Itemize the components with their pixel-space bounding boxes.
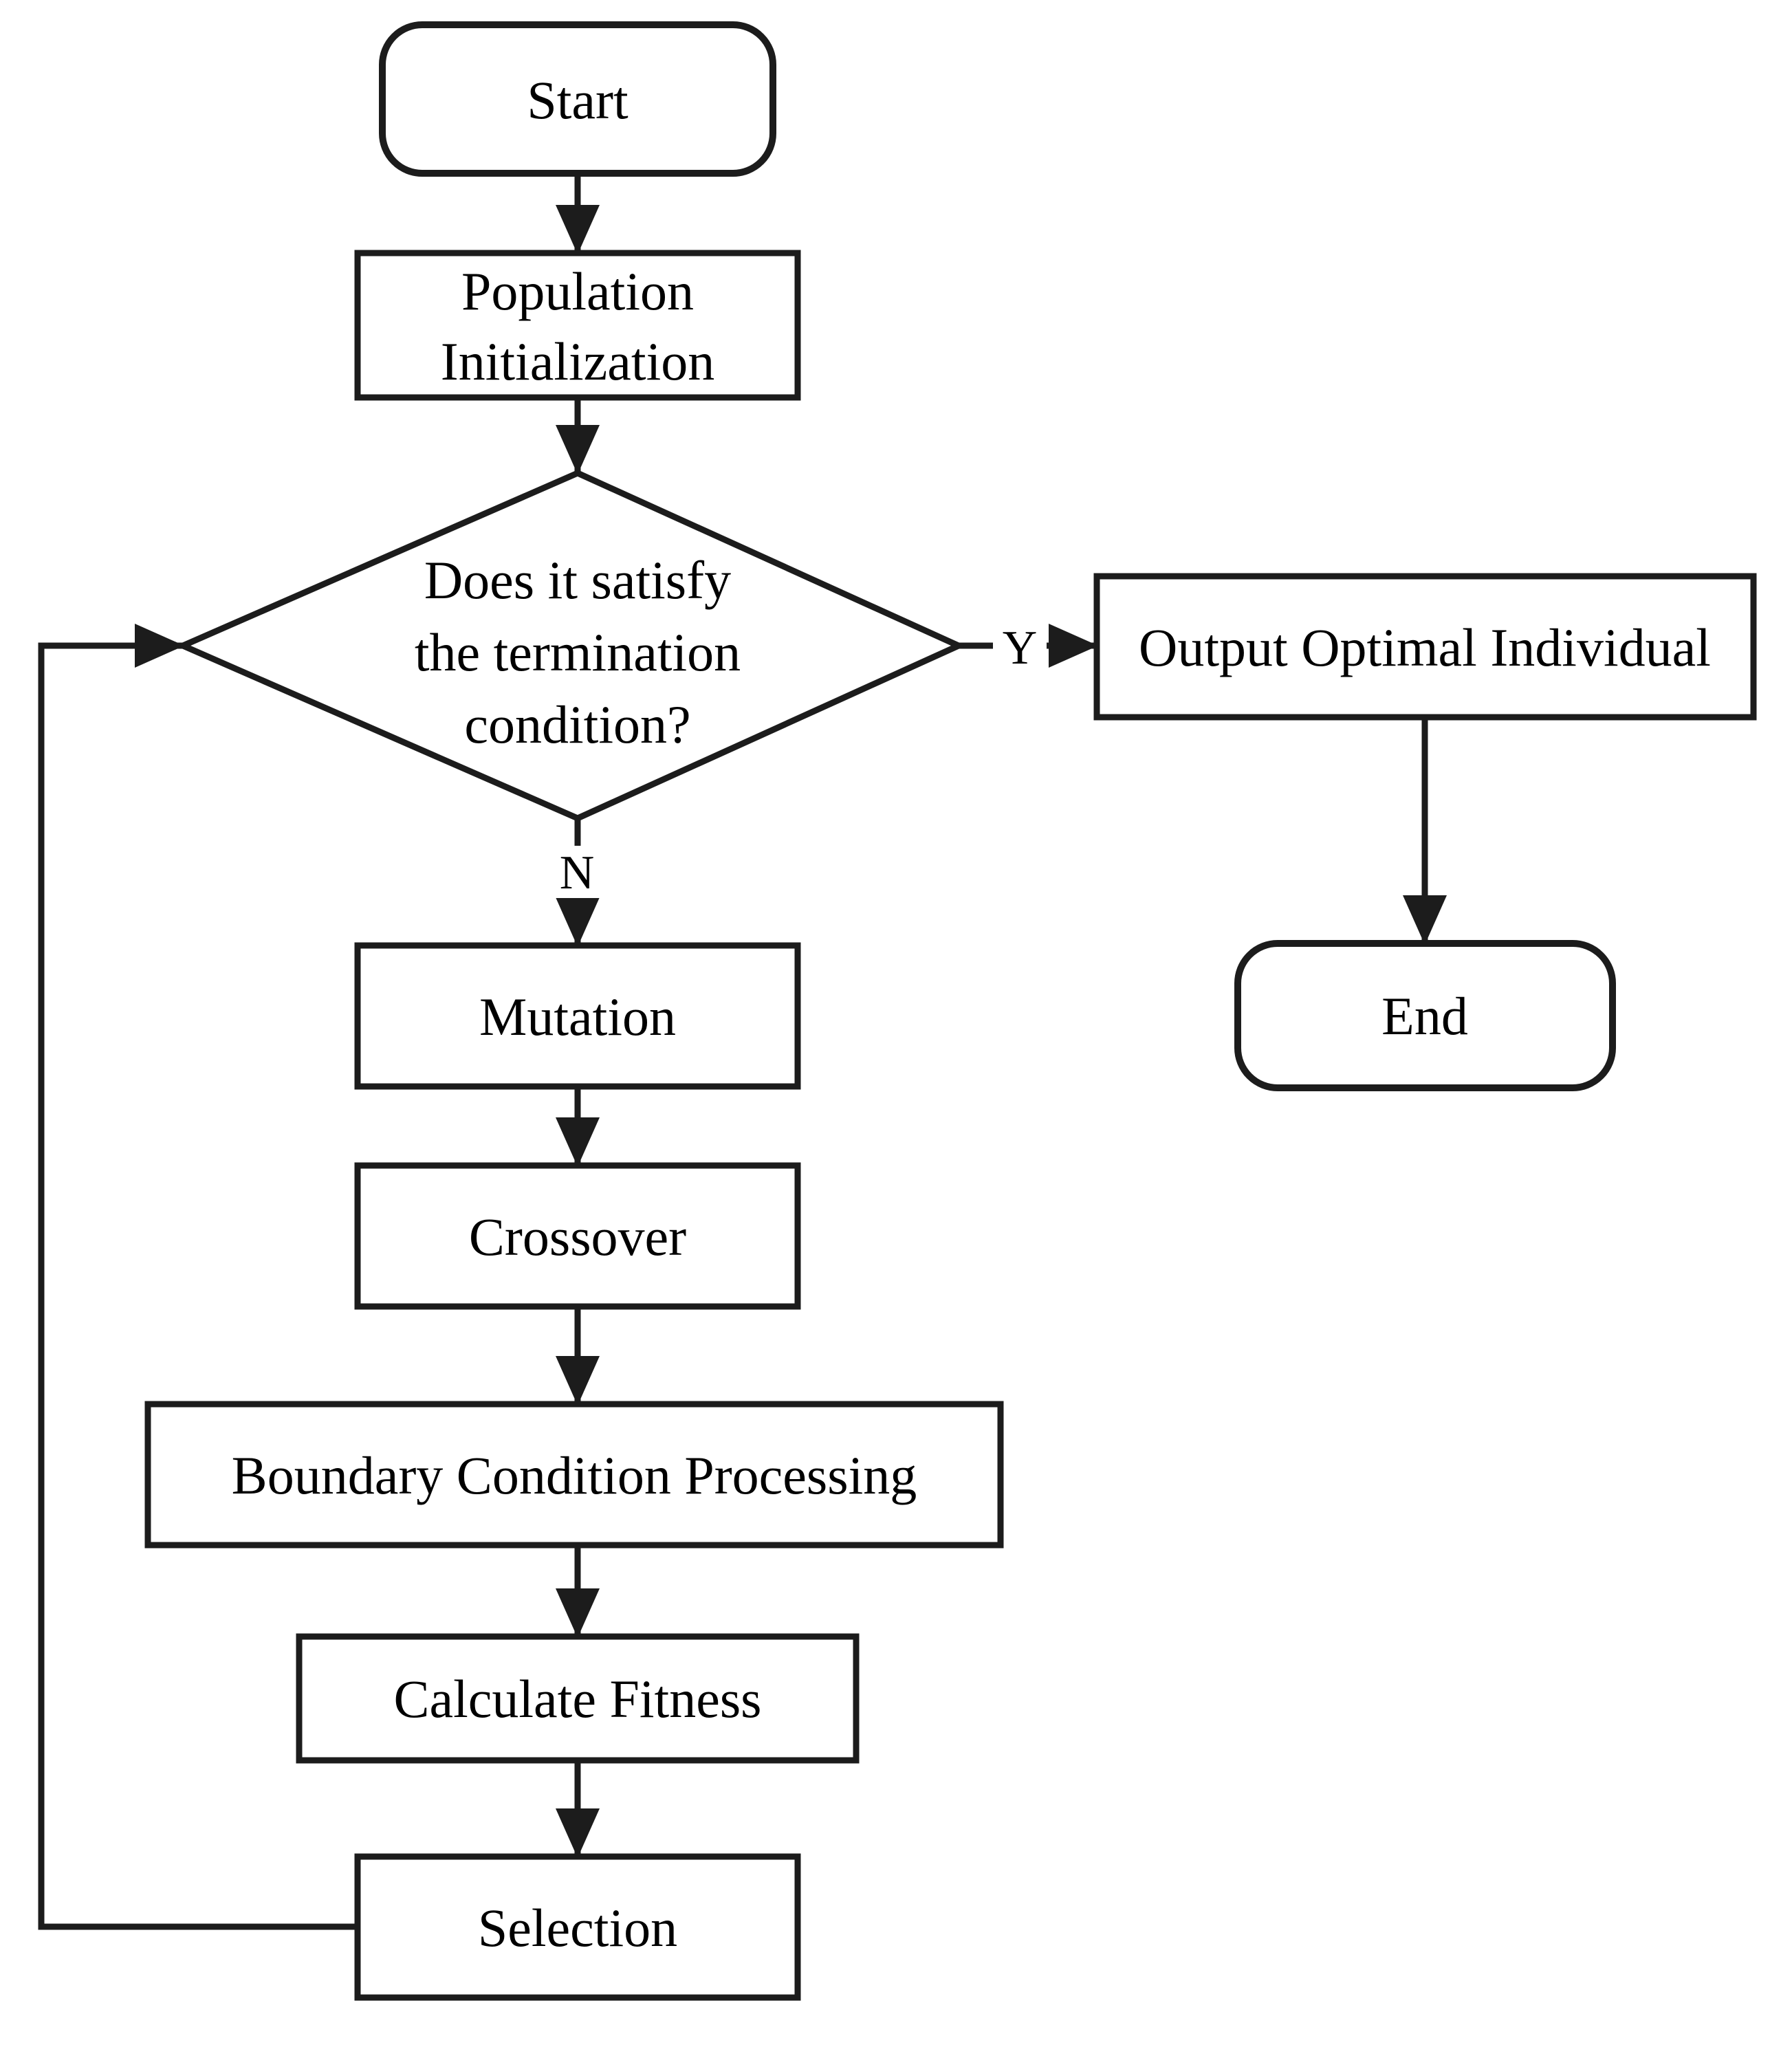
node-start bbox=[382, 25, 773, 173]
no-branch-label: N bbox=[559, 846, 595, 899]
node-population-initialization bbox=[358, 253, 798, 397]
output-optimal-individual-label: Output Optimal Individual bbox=[1139, 617, 1711, 677]
node-calculate-fitness bbox=[299, 1637, 856, 1760]
crossover-label: Crossover bbox=[468, 1207, 687, 1267]
node-mutation bbox=[358, 945, 798, 1086]
node-crossover bbox=[358, 1166, 798, 1306]
mutation-label: Mutation bbox=[479, 987, 676, 1047]
selection-label: Selection bbox=[477, 1898, 678, 1958]
node-boundary-condition-processing bbox=[148, 1404, 1001, 1545]
node-end bbox=[1238, 943, 1613, 1088]
node-output-optimal-individual bbox=[1097, 576, 1753, 717]
calculate-fitness-label: Calculate Fitness bbox=[393, 1669, 762, 1729]
start-label: Start bbox=[527, 70, 629, 130]
node-selection bbox=[358, 1857, 798, 1998]
termination-decision-label: Does it satisfy the termination condition? bbox=[414, 550, 741, 754]
population-initialization-label: Population Initialization bbox=[440, 261, 715, 391]
boundary-condition-processing-label: Boundary Condition Processing bbox=[231, 1445, 917, 1505]
end-label: End bbox=[1381, 986, 1468, 1046]
yes-branch-label: Y bbox=[1002, 622, 1038, 675]
node-termination-decision bbox=[183, 473, 959, 818]
